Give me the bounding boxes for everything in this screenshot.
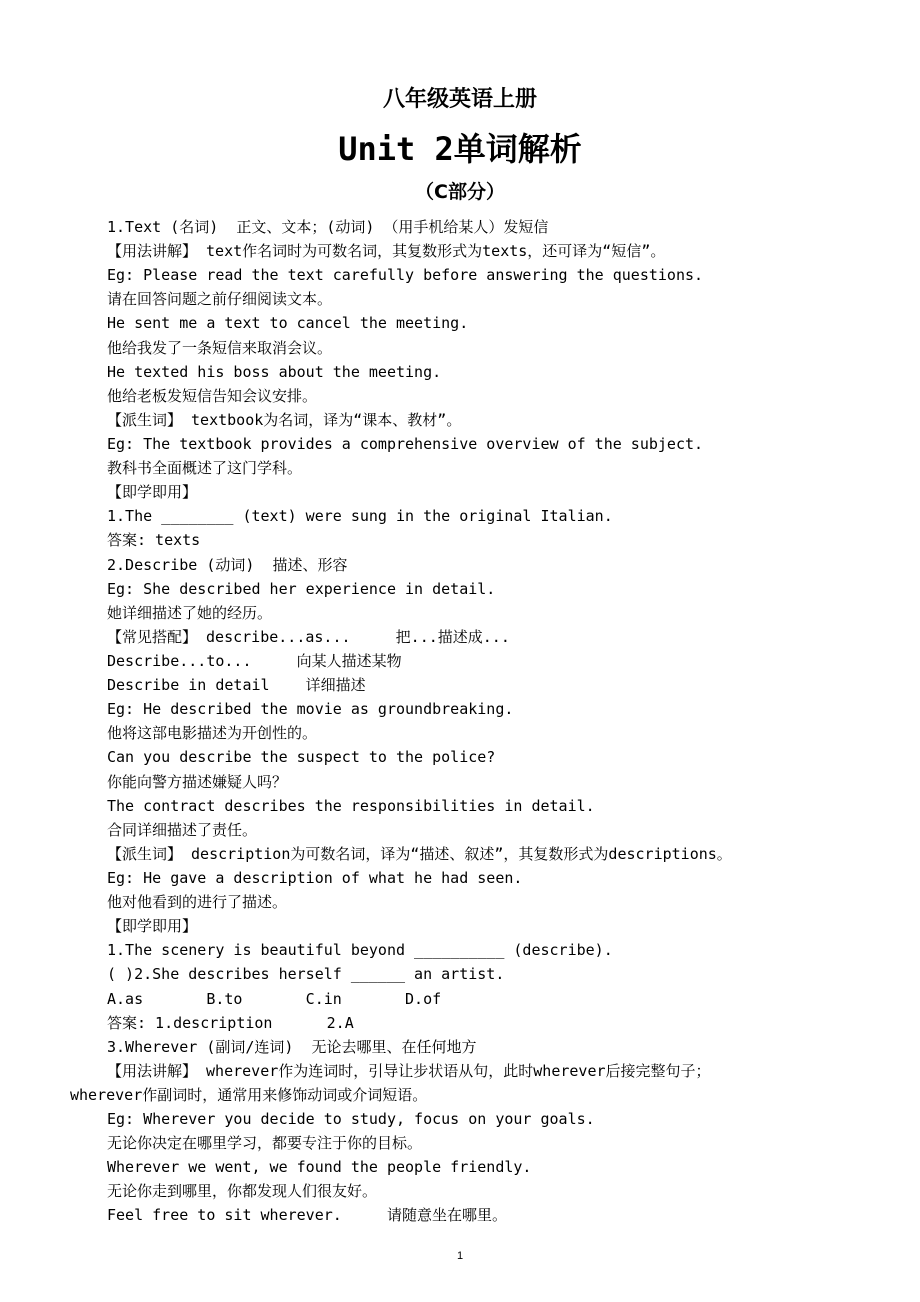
text-line: He sent me a text to cancel the meeting. bbox=[107, 314, 469, 333]
text-line: Describe in detail 详细描述 bbox=[107, 676, 366, 695]
document-unit-title: Unit 2单词解析 bbox=[338, 130, 582, 168]
text-line: Describe...to... 向某人描述某物 bbox=[107, 651, 402, 670]
text-line: 无论你走到哪里，你都发现人们很友好。 bbox=[107, 1182, 378, 1201]
text-line: 3.Wherever (副词/连词) 无论去哪里、在任何地方 bbox=[107, 1037, 477, 1056]
text-line: 她详细描述了她的经历。 bbox=[107, 603, 273, 622]
text-line: Eg: She described her experience in detail. bbox=[107, 579, 496, 598]
text-line: 他对他看到的进行了描述。 bbox=[107, 893, 288, 912]
text-line: 合同详细描述了责任。 bbox=[107, 820, 258, 839]
text-line: The contract describes the responsibilities in detail. bbox=[107, 796, 595, 815]
text-line: 无论你决定在哪里学习，都要专注于你的目标。 bbox=[107, 1134, 423, 1153]
text-line: 【即学即用】 bbox=[107, 483, 198, 502]
document-section-label: （C部分） bbox=[415, 181, 505, 203]
text-line: 【用法讲解】 text作名词时为可数名词，其复数形式为texts，还可译为“短信”。 bbox=[107, 242, 666, 261]
document-body bbox=[0, 215, 920, 1228]
text-line: 你能向警方描述嫌疑人吗？ bbox=[107, 772, 288, 791]
text-line: 答案: texts bbox=[107, 531, 201, 550]
text-line: Eg: He described the movie as groundbreaking. bbox=[107, 700, 514, 719]
document-grade-title: 八年级英语上册 bbox=[382, 87, 537, 112]
text-line: 教科书全面概述了这门学科。 bbox=[107, 459, 303, 478]
text-line: A.as B.to C.in D.of bbox=[107, 989, 442, 1008]
text-line: 1.The scenery is beautiful beyond __________ (describe). bbox=[107, 941, 613, 960]
text-line: Wherever we went, we found the people friendly. bbox=[107, 1158, 532, 1177]
text-line: 他给老板发短信告知会议安排。 bbox=[107, 386, 318, 405]
text-line: 【常见搭配】 describe...as... 把...描述成... bbox=[107, 627, 510, 646]
text-line: ( )2.She describes herself ______ an artist. bbox=[107, 965, 505, 984]
text-line: Eg: Please read the text carefully before answering the questions. bbox=[107, 266, 704, 285]
text-line: 1.Text (名词) 正文、文本；(动词) （用手机给某人）发短信 bbox=[107, 218, 549, 236]
text-line: 他将这部电影描述为开创性的。 bbox=[107, 724, 318, 743]
text-line: Eg: He gave a description of what he had seen. bbox=[107, 868, 523, 887]
text-line: 【用法讲解】 wherever作为连词时，引导让步状语从句，此时wherever后接完整句子； bbox=[107, 1061, 711, 1080]
text-line: 请在回答问题之前仔细阅读文本。 bbox=[107, 290, 333, 309]
page-number: 1 bbox=[456, 1250, 464, 1262]
text-line: 【派生词】 textbook为名词，译为“课本、教材”。 bbox=[107, 410, 462, 429]
text-line: 【即学即用】 bbox=[107, 917, 198, 936]
text-line: wherever作副词时，通常用来修饰动词或介词短语。 bbox=[70, 1085, 428, 1104]
text-line: Eg: Wherever you decide to study, focus on your goals. bbox=[107, 1110, 595, 1129]
text-line: 【派生词】 description为可数名词，译为“描述、叙述”，其复数形式为descriptions。 bbox=[107, 844, 732, 863]
text-line: He texted his boss about the meeting. bbox=[107, 362, 442, 381]
text-line: 1.The ________ (text) were sung in the original Italian. bbox=[107, 507, 613, 526]
text-line: 他给我发了一条短信来取消会议。 bbox=[107, 338, 333, 357]
text-line: Eg: The textbook provides a comprehensive overview of the subject. bbox=[107, 434, 704, 453]
text-line: Feel free to sit wherever. 请随意坐在哪里。 bbox=[107, 1206, 507, 1225]
text-line: Can you describe the suspect to the police? bbox=[107, 748, 496, 767]
text-line: 2.Describe (动词) 描述、形容 bbox=[107, 555, 348, 574]
text-line: 答案: 1.description 2.A bbox=[107, 1013, 354, 1032]
